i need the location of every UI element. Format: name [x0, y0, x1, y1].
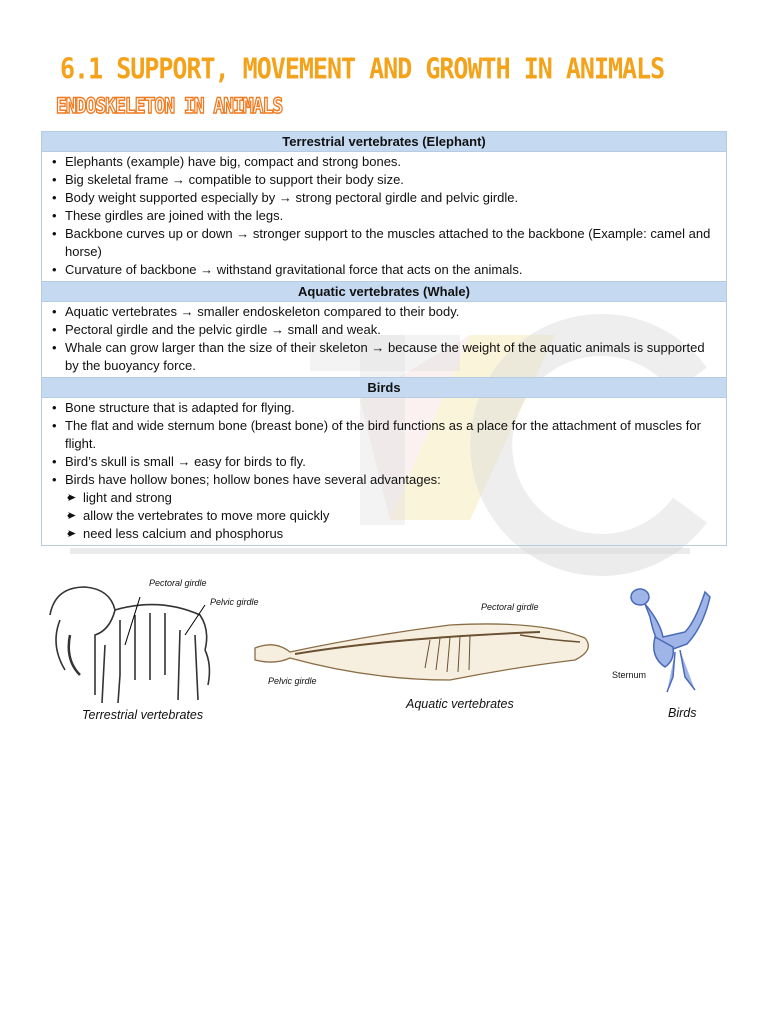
arrow-icon: →	[278, 190, 292, 205]
list-item: • Elephants (example) have big, compact and strong bones.	[50, 153, 718, 171]
arrow-icon: →	[171, 172, 185, 187]
arrow-icon: →	[200, 262, 214, 277]
list-item: • The flat and wide sternum bone (breast bone) of the bird functions as a place for the attachment of muscles for flight.	[50, 417, 718, 453]
label-sternum: Sternum	[612, 670, 647, 680]
section-subtitle: ENDOSKELETON IN ANIMALS	[56, 94, 283, 120]
section-header-birds: Birds	[42, 378, 726, 398]
arrow-icon: →	[177, 454, 191, 469]
label-pectoral-girdle-whale: Pectoral girdle	[481, 602, 539, 612]
sub-list-item: • ➤ need less calcium and phosphorus	[65, 525, 718, 543]
section-body-birds	[42, 398, 726, 545]
list-item: • Body weight supported especially by → strong pectoral girdle and pelvic girdle.	[50, 189, 718, 207]
arrowhead-bullet-icon: • ➤	[67, 528, 77, 540]
list-item: • These girdles are joined with the legs.	[50, 207, 718, 225]
sub-list-item: • ➤ light and strong	[65, 489, 718, 507]
arrow-icon: →	[270, 322, 284, 337]
arrowhead-bullet-icon: • ➤	[67, 492, 77, 504]
sub-list-item: • ➤ allow the vertebrates to move more quickly	[65, 507, 718, 525]
arrow-icon: →	[236, 226, 250, 241]
label-pelvic-girdle-elephant: Pelvic girdle	[210, 597, 259, 607]
list-item: • Big skeletal frame → compatible to support their body size.	[50, 171, 718, 189]
arrowhead-bullet-icon: • ➤	[67, 510, 77, 522]
label-pelvic-girdle-whale: Pelvic girdle	[268, 676, 317, 686]
list-item: • Bone structure that is adapted for flying.	[50, 399, 718, 417]
caption-aquatic: Aquatic vertebrates	[406, 697, 514, 711]
section-header-terrestrial: Terrestrial vertebrates (Elephant)	[42, 132, 726, 152]
list-item: • Pectoral girdle and the pelvic girdle → small and weak.	[50, 321, 718, 339]
list-item: • Whale can grow larger than the size of their skeleton → because the weight of the aquatic animals is supported by the buoyancy force.	[50, 339, 718, 375]
caption-terrestrial: Terrestrial vertebrates	[82, 708, 204, 722]
section-body-terrestrial	[42, 152, 726, 282]
section-body-aquatic	[42, 302, 726, 378]
arrow-icon: →	[180, 304, 194, 319]
skeleton-figures	[0, 560, 768, 730]
elephant-skeleton-illustration	[40, 575, 220, 710]
label-pectoral-girdle-elephant: Pectoral girdle	[149, 578, 207, 588]
list-item: • Curvature of backbone → withstand gravitational force that acts on the animals.	[50, 261, 718, 279]
list-item: • Birds have hollow bones; hollow bones have several advantages: • ➤ light and strong • ➤ allow the vertebrates to move more quickly • ➤ need less calcium and phosphorus	[50, 471, 718, 543]
list-item: • Backbone curves up or down → stronger support to the muscles attached to the backbone (Example: camel and horse)	[50, 225, 718, 261]
caption-birds: Birds	[668, 706, 697, 720]
page-title: 6.1 SUPPORT, MOVEMENT AND GROWTH IN ANIMALS	[60, 52, 665, 86]
section-header-aquatic: Aquatic vertebrates (Whale)	[42, 282, 726, 302]
list-item: • Aquatic vertebrates → smaller endoskeleton compared to their body.	[50, 303, 718, 321]
endoskeleton-table	[41, 131, 727, 546]
list-item: • Bird’s skull is small → easy for birds to fly.	[50, 453, 718, 471]
arrow-icon: →	[371, 340, 385, 355]
